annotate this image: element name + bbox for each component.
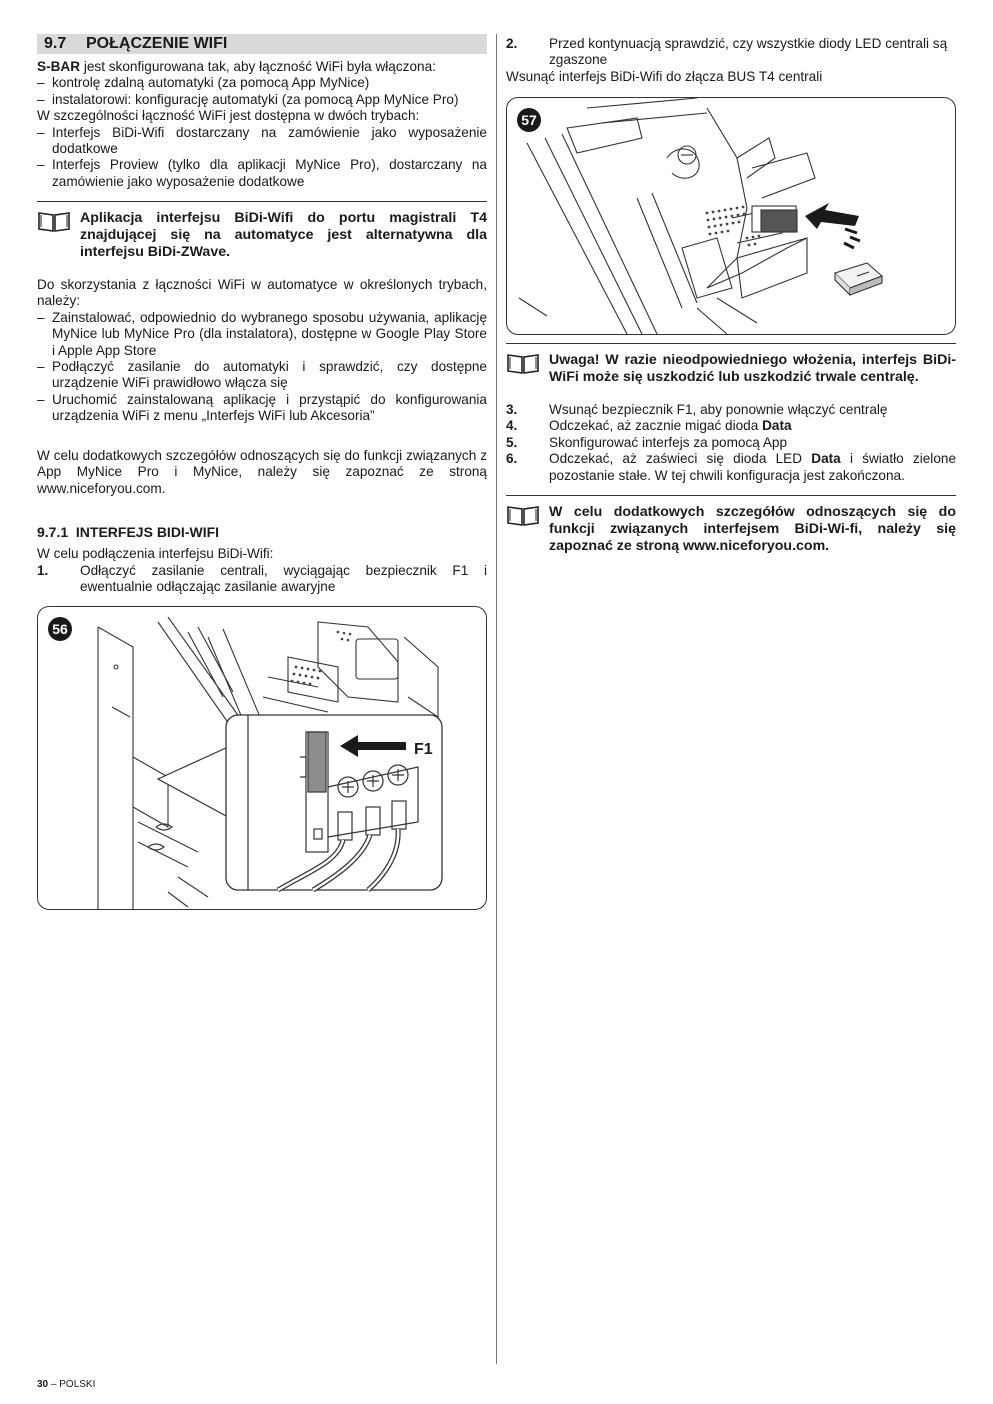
figure-number-badge: 57	[517, 108, 541, 132]
led-name: Data	[762, 418, 792, 434]
footer-language: – POLSKI	[48, 1379, 96, 1390]
step-number: 2.	[506, 36, 518, 51]
fuse-illustration	[38, 607, 486, 909]
step-number: 6.	[506, 451, 518, 467]
usage-line: Do skorzystania z łączności WiFi w automatyce w określonych trybach, należy:	[37, 277, 487, 309]
subsection-heading	[37, 524, 487, 540]
section-number: 9.7	[44, 35, 67, 52]
usage-block	[37, 277, 487, 425]
page-footer	[37, 1377, 95, 1393]
insert-arrow-icon	[805, 203, 860, 248]
brand-name: S-BAR	[37, 59, 81, 74]
led-name: Data	[811, 451, 841, 467]
book-icon	[506, 352, 540, 378]
figure-56	[37, 606, 487, 910]
intro-block	[37, 59, 487, 190]
warning-note	[506, 343, 956, 386]
fuse-label: F1	[414, 741, 433, 758]
figure-57	[506, 97, 956, 335]
book-icon	[37, 210, 71, 236]
figure-number-badge: 56	[48, 617, 72, 641]
bidi-wifi-insert-illustration	[507, 98, 955, 334]
step-text: Wsunąć bezpiecznik F1, aby ponownie włączyć centralę	[549, 402, 888, 417]
step-item: 6. Odczekać, aż zaświeci się dioda LED Data i światło zielone pozostanie stałe. W tej chwili konfiguracja jest zakończona.	[506, 451, 957, 483]
note-text: W celu dodatkowych szczegółów odnoszących się do funkcji związanych interfejsem BiDi-Wi-fi, należy się zapoznać ze stroną www.niceforyou.com.	[549, 504, 956, 554]
step-number: 1.	[37, 563, 49, 578]
note-box	[506, 495, 956, 555]
note-text: Uwaga! W razie nieodpowiedniego włożenia, interfejs BiDi-WiFi może się uszkodzić lub uszkodzić trwale centralę.	[549, 352, 956, 385]
step-number: 5.	[506, 434, 518, 450]
subsection-title: INTERFEJS BIDI-WIFI	[75, 524, 220, 540]
intro-line: S-BAR jest skonfigurowana tak, aby łączność WiFi była włączona:	[37, 59, 436, 74]
step-item	[506, 435, 956, 451]
steps-list	[506, 402, 956, 484]
note-text: Aplikacja interfejsu BiDi-Wifi do portu magistrali T4 znajdującej się na automatyce jest alternatywna dla interfejsu BiDi-ZWave.	[80, 210, 487, 260]
step-number: 3.	[506, 402, 518, 417]
details-paragraph: W celu dodatkowych szczegółów odnoszących się do funkcji związanych z App MyNice Pro i MyNice, należy się zapoznać ze stroną www.niceforyou.com.	[37, 448, 487, 496]
list-item: – Interfejs Proview (tylko dla aplikacji MyNice Pro), dostarczany na zamówienie jako wyposażenie dodatkowe	[37, 157, 487, 190]
bidi-wifi-module-icon	[835, 263, 882, 295]
list-item: – kontrolę zdalną automatyki (za pomocą App MyNice)	[37, 75, 487, 91]
insert-line: Wsunąć interfejs BiDi-Wifi do złącza BUS T4 centrali	[506, 69, 823, 84]
step-number: 4.	[506, 418, 518, 434]
section-title: POŁĄCZENIE WIFI	[86, 35, 228, 52]
right-column	[506, 0, 957, 554]
left-column	[37, 0, 487, 758]
section-heading	[37, 34, 487, 54]
note-box	[37, 201, 487, 261]
step-item	[506, 36, 956, 69]
step-text: Przed kontynuacją sprawdzić, czy wszystkie diody LED centrali są zgaszone	[549, 36, 948, 68]
column-divider	[496, 34, 497, 1364]
book-icon	[506, 504, 540, 530]
list-item: – Uruchomić zainstalowaną aplikację i przystąpić do konfigurowania urządzenia WiFi z menu „Interfejs WiFi lub Akcesoria”	[37, 392, 487, 425]
list-item: – Podłączyć zasilanie do automatyki i sprawdzić, czy dostępne urządzenie WiFi prawidłowo włącza się	[37, 359, 487, 392]
step-text: Odłączyć zasilanie centrali, wyciągając bezpiecznik F1 i ewentualnie odłączając zasilanie awaryjne	[80, 563, 487, 595]
subsection-number: 9.7.1	[37, 524, 69, 540]
list-item: – instalatorowi: konfigurację automatyki (za pomocą App MyNice Pro)	[37, 92, 487, 108]
connect-intro: W celu podłączenia interfejsu BiDi-Wifi:	[37, 546, 274, 561]
intro-line-2: W szczególności łączność WiFi jest dostępna w dwóch trybach:	[37, 108, 420, 124]
page-number: 30	[37, 1379, 49, 1390]
step-text: Skonfigurować interfejs za pomocą App	[549, 434, 788, 450]
list-item: – Zainstalować, odpowiednio do wybranego sposobu używania, aplikację MyNice lub MyNice Pro (dla instalatora), dostępne w Google Play Store i Apple App Store	[37, 310, 487, 359]
list-item: – Interfejs BiDi-Wifi dostarczany na zamówienie jako wyposażenie dodatkowe	[37, 125, 487, 158]
step-item	[506, 402, 956, 418]
step-item: 4. Odczekać, aż zacznie migać dioda Data	[506, 418, 792, 434]
step-item	[37, 563, 487, 596]
